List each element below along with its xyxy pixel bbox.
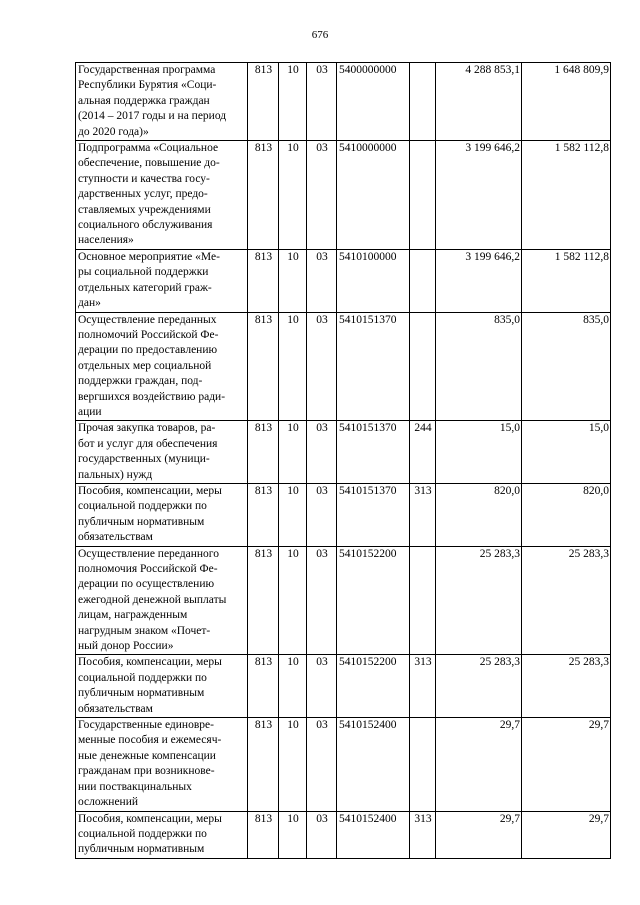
name-line: до 2020 года)» [78, 125, 149, 138]
name-line: обязательствам [78, 702, 153, 715]
cell-name [76, 483, 248, 546]
cell-sum-2: 1 648 809,9 [522, 63, 611, 141]
cell-gr: 813 [248, 655, 279, 718]
name-line: отдельных категорий граж- [78, 281, 212, 294]
cell-name [76, 655, 248, 718]
cell-sum-2: 25 283,3 [522, 655, 611, 718]
cell-vr: 313 [410, 483, 436, 546]
cell-name [76, 63, 248, 141]
table-body [76, 63, 611, 859]
budget-table [75, 62, 611, 859]
cell-gr: 813 [248, 141, 279, 250]
cell-sum-1: 29,7 [436, 718, 522, 811]
name-line: Государственные единовре- [78, 719, 214, 732]
name-line: ный донор России» [78, 640, 174, 653]
name-line: ежегодной денежной выплаты [78, 593, 227, 606]
name-line: гражданам при возникнове- [78, 765, 215, 778]
cell-sum-1: 4 288 853,1 [436, 63, 522, 141]
name-line: нагрудным знаком «Почет- [78, 624, 211, 637]
name-line: Пособия, компенсации, меры [78, 656, 222, 669]
cell-pr: 03 [307, 655, 337, 718]
cell-csr: 5410151370 [337, 312, 410, 421]
name-line: полномочий Российской Фе- [78, 328, 219, 341]
name-line: социальной поддержки по [78, 500, 207, 513]
cell-vr [410, 249, 436, 312]
name-line: полномочия Российской Фе- [78, 563, 218, 575]
name-line: поддержки граждан, под- [78, 375, 203, 388]
cell-sum-1: 835,0 [436, 312, 522, 421]
table-row [76, 249, 611, 312]
cell-gr: 813 [248, 63, 279, 141]
name-line: публичным нормативным [78, 515, 205, 528]
cell-name [76, 718, 248, 811]
cell-vr: 313 [410, 655, 436, 718]
cell-csr: 5410152400 [337, 718, 410, 811]
name-line: Государственная программа [78, 64, 216, 76]
cell-sum-2: 29,7 [522, 718, 611, 811]
cell-sum-1: 29,7 [436, 811, 522, 858]
name-line: бот и услуг для обеспечения [78, 437, 218, 450]
cell-pr: 03 [307, 421, 337, 484]
name-line: обеспечение, повышение до- [78, 157, 220, 170]
table-row [76, 421, 611, 484]
page-number: 676 [311, 29, 329, 41]
name-line: Республики Бурятия «Соци- [78, 79, 217, 92]
cell-name [76, 249, 248, 312]
cell-sum-2: 15,0 [522, 421, 611, 484]
cell-rz: 10 [279, 483, 307, 546]
name-line: дан» [78, 297, 101, 310]
cell-gr: 813 [248, 483, 279, 546]
name-line: дерации по осуществлению [78, 578, 215, 591]
cell-pr: 03 [307, 546, 337, 655]
table-row [76, 718, 611, 811]
cell-pr: 03 [307, 483, 337, 546]
name-line: ные денежные компенсации [78, 749, 216, 762]
cell-sum-2: 820,0 [522, 483, 611, 546]
name-line: альная поддержка граждан [78, 94, 210, 107]
cell-gr: 813 [248, 546, 279, 655]
table-row [76, 63, 611, 141]
name-line: ставляемых учреждениями [78, 203, 211, 216]
cell-gr: 813 [248, 249, 279, 312]
name-line: социального обслуживания [78, 219, 213, 232]
cell-rz: 10 [279, 811, 307, 858]
cell-vr [410, 718, 436, 811]
cell-sum-2: 1 582 112,8 [522, 141, 611, 250]
cell-csr: 5410100000 [337, 249, 410, 312]
name-line: Осуществление переданных [78, 313, 217, 326]
cell-pr: 03 [307, 312, 337, 421]
cell-vr [410, 312, 436, 421]
table-row [76, 546, 611, 655]
name-line: обязательствам [78, 531, 153, 544]
cell-sum-1: 820,0 [436, 483, 522, 546]
cell-rz: 10 [279, 718, 307, 811]
cell-sum-1: 25 283,3 [436, 655, 522, 718]
name-line: дарственных услуг, предо- [78, 188, 208, 201]
cell-vr: 313 [410, 811, 436, 858]
name-line: Пособия, компенсации, меры [78, 484, 222, 497]
cell-rz: 10 [279, 249, 307, 312]
table-row [76, 811, 611, 858]
cell-rz: 10 [279, 546, 307, 655]
name-line: лицам, награжденным [78, 609, 188, 622]
cell-name [76, 421, 248, 484]
cell-sum-1: 3 199 646,2 [436, 249, 522, 312]
cell-sum-1: 25 283,3 [436, 546, 522, 655]
cell-pr: 03 [307, 249, 337, 312]
name-line: ации [78, 405, 102, 418]
cell-vr: 244 [410, 421, 436, 484]
name-line: ступности и качества госу- [78, 172, 210, 185]
cell-name [76, 546, 248, 655]
cell-vr [410, 63, 436, 141]
cell-sum-2: 835,0 [522, 312, 611, 421]
cell-pr: 03 [307, 141, 337, 250]
name-line: населения» [78, 234, 134, 247]
cell-csr: 5410152200 [337, 655, 410, 718]
cell-csr: 5410152400 [337, 811, 410, 858]
cell-sum-2: 25 283,3 [522, 546, 611, 655]
name-line: менные пособия и ежемесяч- [78, 734, 222, 747]
name-line: публичным нормативным [78, 687, 205, 700]
name-line: нии поствакцинальных [78, 780, 192, 793]
cell-name [76, 312, 248, 421]
name-line: социальной поддержки по [78, 827, 207, 840]
name-line: публичным нормативным [78, 843, 205, 856]
cell-csr: 5410151370 [337, 421, 410, 484]
cell-csr: 5410151370 [337, 483, 410, 546]
cell-csr: 5410000000 [337, 141, 410, 250]
name-line: государственных (муници- [78, 453, 210, 466]
table-row [76, 483, 611, 546]
cell-sum-2: 1 582 112,8 [522, 249, 611, 312]
cell-rz: 10 [279, 655, 307, 718]
cell-pr: 03 [307, 718, 337, 811]
cell-pr: 03 [307, 63, 337, 141]
cell-rz: 10 [279, 312, 307, 421]
table-row [76, 655, 611, 718]
table-row [76, 141, 611, 250]
cell-name [76, 811, 248, 858]
cell-vr [410, 546, 436, 655]
cell-pr: 03 [307, 811, 337, 858]
name-line: Осуществление переданного [78, 547, 219, 560]
cell-sum-1: 3 199 646,2 [436, 141, 522, 250]
name-line: Основное мероприятие «Ме- [78, 250, 220, 263]
name-line: социальной поддержки по [78, 671, 207, 684]
name-line: (2014 – 2017 годы и на период [78, 110, 227, 123]
cell-gr: 813 [248, 421, 279, 484]
name-line: вергшихся воздействию ради- [78, 390, 226, 403]
cell-gr: 813 [248, 312, 279, 421]
name-line: отдельных мер социальной [78, 359, 212, 372]
cell-csr: 5410152200 [337, 546, 410, 655]
name-line: осложнений [78, 796, 139, 809]
cell-gr: 813 [248, 718, 279, 811]
name-line: дерации по предоставлению [78, 344, 218, 357]
cell-sum-2: 29,7 [522, 811, 611, 858]
cell-rz: 10 [279, 63, 307, 141]
cell-rz: 10 [279, 421, 307, 484]
name-line: Прочая закупка товаров, ра- [78, 422, 216, 435]
name-line: Пособия, компенсации, меры [78, 812, 222, 825]
table-row [76, 312, 611, 421]
cell-sum-1: 15,0 [436, 421, 522, 484]
cell-rz: 10 [279, 141, 307, 250]
cell-gr: 813 [248, 811, 279, 858]
name-line: ры социальной поддержки [78, 266, 209, 279]
cell-name [76, 141, 248, 250]
name-line: пальных) нужд [78, 468, 153, 481]
name-line: Подпрограмма «Социальное [78, 142, 219, 155]
cell-vr [410, 141, 436, 250]
cell-csr: 5400000000 [337, 63, 410, 141]
